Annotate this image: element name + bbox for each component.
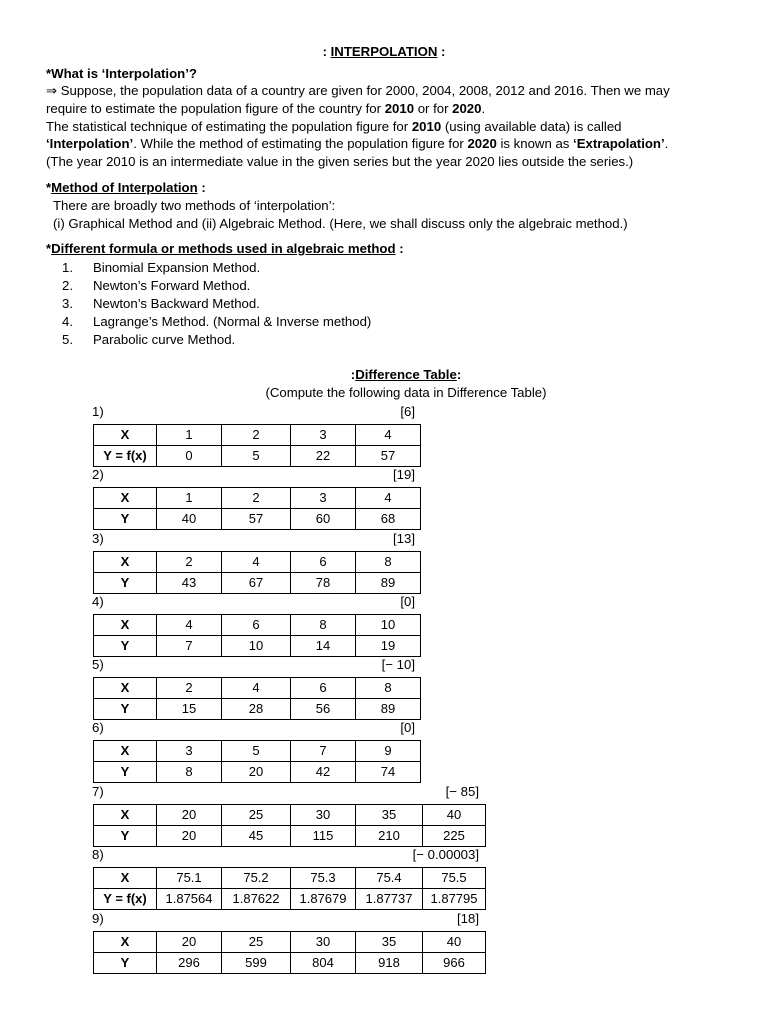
table-cell: 7 [157,636,222,657]
table-row [94,615,421,636]
table-cell: 3 [291,488,356,509]
table-cell: 75.2 [222,868,291,889]
row-header-x: X [94,615,157,636]
table-row [94,889,486,910]
para1-line1: ⇒ Suppose, the population data of a country are given for 2000, 2004, 2008, 2012 and 2016. Then we may [46,83,670,98]
table-cell: 35 [356,932,423,953]
formula-heading-text: Different formula or methods used in algebraic method [51,241,396,256]
table-cell: 0 [157,446,222,467]
table-cell: 7 [291,741,356,762]
table-cell: 8 [356,552,421,573]
table-row [94,636,421,657]
table-cell: 45 [222,826,291,847]
row-header-y: Y [94,573,157,594]
table-cell: 78 [291,573,356,594]
data-table [93,804,486,847]
para2-line2-b2: 2020 [467,136,497,151]
row-header-y: Y [94,699,157,720]
table-cell: 3 [157,741,222,762]
table-cell: 10 [222,636,291,657]
para1-line2 [46,101,485,116]
table-row [94,573,421,594]
table-cell: 3 [291,425,356,446]
para2-line1-a: The statistical technique of estimating the population figure for [46,119,412,134]
table-cell: 966 [423,953,486,974]
problem-answer: [0] [400,720,415,735]
data-table [93,551,421,594]
data-table [93,677,421,720]
table-cell: 8 [157,762,222,783]
para1-line2-b1: 2010 [384,101,415,116]
list-item [62,295,371,313]
problem-label: 8) [92,847,104,862]
list-item [62,277,371,295]
table-cell: 2 [222,425,291,446]
para1-line2-b2: 2020 [452,101,482,116]
table-cell: 918 [356,953,423,974]
para2-line2 [46,136,668,151]
table-cell: 1.87622 [222,889,291,910]
table-cell: 25 [222,805,291,826]
method-heading [46,180,206,195]
table-cell: 20 [157,932,222,953]
row-header-y: Y [94,762,157,783]
table-cell: 89 [356,699,421,720]
method-heading-end: : [197,180,206,195]
table-cell: 804 [291,953,356,974]
list-item-number: 3. [62,296,73,311]
table-cell: 75.1 [157,868,222,889]
para2-line1-c: (using available data) is called [441,119,622,134]
row-header-x: X [94,741,157,762]
table-cell: 1.87737 [356,889,423,910]
list-item [62,331,371,349]
difference-table-subtitle: (Compute the following data in Difference Table) [265,385,547,400]
formula-heading [46,241,404,256]
table-cell: 20 [157,826,222,847]
table-cell: 9 [356,741,421,762]
table-cell: 5 [222,446,291,467]
table-cell: 40 [423,805,486,826]
problem-answer: [19] [393,467,415,482]
table-cell: 6 [222,615,291,636]
table-cell: 14 [291,636,356,657]
table-cell: 20 [157,805,222,826]
row-header-y: Y = f(x) [94,889,157,910]
table-row [94,699,421,720]
problem-label: 4) [92,594,104,609]
table-cell: 1 [157,425,222,446]
list-item-number: 5. [62,332,73,347]
table-row [94,932,486,953]
table-cell: 4 [356,488,421,509]
table-cell: 25 [222,932,291,953]
table-cell: 42 [291,762,356,783]
table-cell: 30 [291,932,356,953]
list-item-number: 4. [62,314,73,329]
table-cell: 15 [157,699,222,720]
data-table [93,614,421,657]
table-cell: 43 [157,573,222,594]
table-cell: 68 [356,509,421,530]
table-cell: 225 [423,826,486,847]
problem-answer: [18] [457,911,479,926]
table-cell: 57 [222,509,291,530]
table-cell: 1.87679 [291,889,356,910]
para1-line2-end: . [481,101,486,116]
table-row [94,425,421,446]
problem-label: 2) [92,467,104,482]
problem-label: 7) [92,784,104,799]
table-row [94,509,421,530]
para2-line2-d: . [664,136,669,151]
table-cell: 6 [291,552,356,573]
table-cell: 599 [222,953,291,974]
table-cell: 1 [157,488,222,509]
table-row [94,762,421,783]
row-header-x: X [94,488,157,509]
problem-label: 1) [92,404,104,419]
list-item-label: Newton’s Backward Method. [93,296,260,311]
row-header-y: Y [94,953,157,974]
table-cell: 2 [222,488,291,509]
table-cell: 4 [222,678,291,699]
formula-heading-star: * [46,241,52,256]
table-cell: 2 [157,678,222,699]
data-table [93,424,421,467]
para2-line2-b1: ‘Interpolation’ [46,136,134,151]
table-cell: 74 [356,762,421,783]
table-cell: 28 [222,699,291,720]
list-item-label: Lagrange’s Method. (Normal & Inverse method) [93,314,372,329]
para1-line2-mid: or for [414,101,453,116]
table-row [94,678,421,699]
problem-label: 9) [92,911,104,926]
problem-label: 3) [92,531,104,546]
para2-line2-c: is known as [496,136,574,151]
table-cell: 6 [291,678,356,699]
row-header-x: X [94,552,157,573]
data-table [93,740,421,783]
method-heading-star: * [46,180,52,195]
problem-label: 5) [92,657,104,672]
para1-line2-a: require to estimate the population figure of the country for [46,101,385,116]
table-cell: 4 [356,425,421,446]
table-cell: 35 [356,805,423,826]
difference-table-title-b: : [456,367,462,382]
table-cell: 8 [356,678,421,699]
what-heading: *What is ‘Interpolation’? [46,66,197,81]
method-line1: There are broadly two methods of ‘interpolation’: [53,198,336,213]
table-cell: 60 [291,509,356,530]
formula-heading-end: : [395,241,404,256]
table-cell: 75.3 [291,868,356,889]
table-row [94,446,421,467]
table-cell: 57 [356,446,421,467]
table-cell: 4 [157,615,222,636]
problem-answer: [13] [393,531,415,546]
list-item-label: Binomial Expansion Method. [93,260,261,275]
table-cell: 40 [157,509,222,530]
list-item-label: Parabolic curve Method. [93,332,236,347]
problem-answer: [− 85] [445,784,479,799]
table-row [94,552,421,573]
list-item-number: 2. [62,278,73,293]
row-header-y: Y [94,509,157,530]
method-line2: (i) Graphical Method and (ii) Algebraic Method. (Here, we shall discuss only the algebraic method.) [53,216,628,231]
list-item [62,259,371,277]
table-cell: 4 [222,552,291,573]
list-item-number: 1. [62,260,73,275]
problem-answer: [6] [400,404,415,419]
table-cell: 75.5 [423,868,486,889]
list-item-label: Newton’s Forward Method. [93,278,251,293]
para2-line2-a: . While the method of estimating the population figure for [133,136,468,151]
table-cell: 19 [356,636,421,657]
data-table [93,487,421,530]
row-header-y: Y = f(x) [94,446,157,467]
para2-line1-b: 2010 [411,119,442,134]
table-cell: 5 [222,741,291,762]
problem-answer: [− 10] [381,657,415,672]
table-row [94,953,486,974]
table-cell: 115 [291,826,356,847]
row-header-y: Y [94,826,157,847]
title-word: INTERPOLATION [330,44,438,59]
table-cell: 1.87795 [423,889,486,910]
para2-line3: (The year 2010 is an intermediate value in the given series but the year 2020 lies outside the series.) [46,154,634,169]
data-table [93,867,486,910]
table-cell: 30 [291,805,356,826]
table-cell: 10 [356,615,421,636]
table-row [94,488,421,509]
list-item [62,313,371,331]
difference-table-title [0,367,768,382]
table-row [94,741,421,762]
table-cell: 8 [291,615,356,636]
data-table [93,931,486,974]
table-cell: 75.4 [356,868,423,889]
difference-table-title-text: Difference Table [355,367,457,382]
row-header-x: X [94,425,157,446]
methods-list [62,259,371,349]
row-header-x: X [94,932,157,953]
title-suffix: : [437,44,446,59]
page-title [0,44,768,59]
table-cell: 89 [356,573,421,594]
row-header-x: X [94,678,157,699]
para2-line1 [46,119,622,134]
table-cell: 22 [291,446,356,467]
problem-label: 6) [92,720,104,735]
table-cell: 296 [157,953,222,974]
table-cell: 1.87564 [157,889,222,910]
table-cell: 40 [423,932,486,953]
title-prefix: : [322,44,331,59]
table-cell: 67 [222,573,291,594]
table-cell: 56 [291,699,356,720]
row-header-x: X [94,868,157,889]
row-header-x: X [94,805,157,826]
problem-answer: [0] [400,594,415,609]
table-row [94,826,486,847]
row-header-y: Y [94,636,157,657]
table-cell: 20 [222,762,291,783]
table-cell: 210 [356,826,423,847]
difference-table-title-a: : [350,367,356,382]
table-row [94,868,486,889]
para2-line2-b3: ‘Extrapolation’ [573,136,665,151]
table-row [94,805,486,826]
table-cell: 2 [157,552,222,573]
problem-answer: [− 0.00003] [412,847,479,862]
method-heading-text: Method of Interpolation [51,180,198,195]
